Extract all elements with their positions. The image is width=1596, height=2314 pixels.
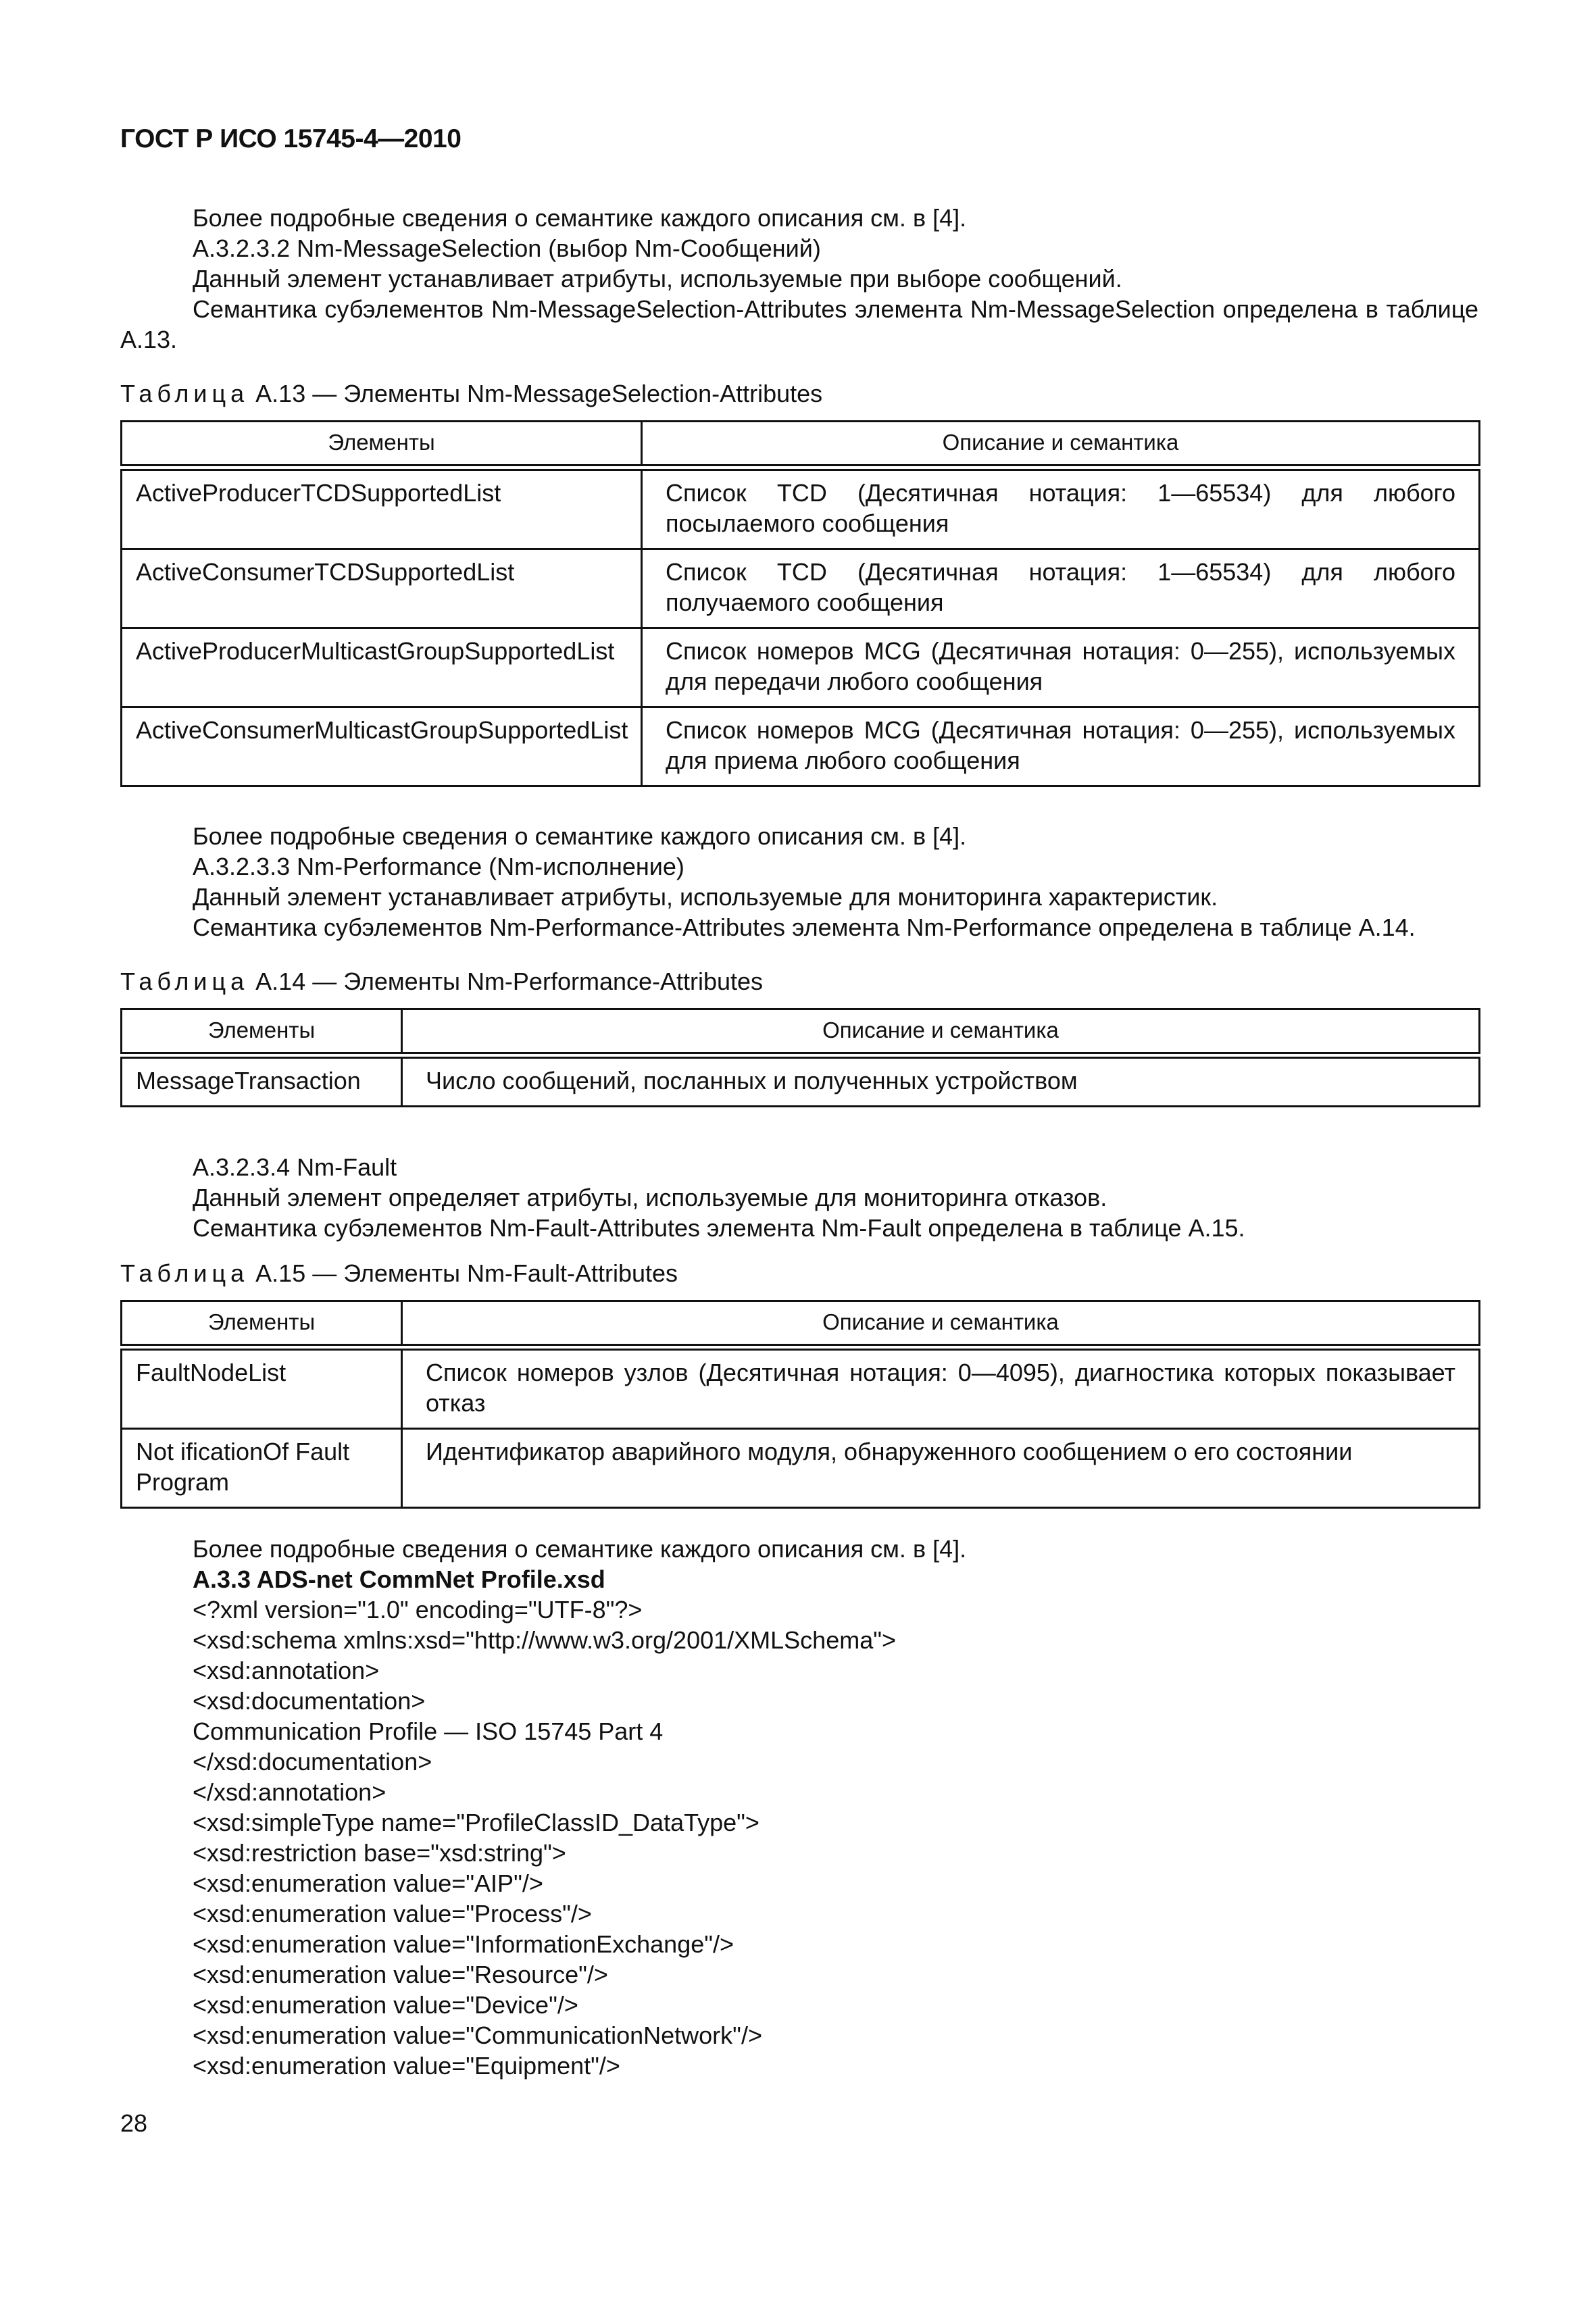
table-row (122, 1347, 1480, 1429)
table-a13 (120, 420, 1480, 787)
code-line: <xsd:documentation> (193, 1687, 426, 1715)
table-caption: Таблица А.15 — Элементы Nm-Fault-Attributes (120, 1259, 678, 1287)
paragraph: Более подробные сведения о семантике каждого описания см. в [4]. (193, 1535, 967, 1563)
subsection-heading: A.3.2.3.3 Nm-Performance (Nm-исполнение) (193, 853, 684, 880)
subsection-heading: A.3.2.3.4 Nm-Fault (193, 1153, 397, 1181)
document-header: ГОСТ Р ИСО 15745-4—2010 (120, 124, 462, 153)
element-cell: ActiveConsumerTCDSupportedList (122, 549, 642, 628)
column-header: Описание и семантика (402, 1009, 1480, 1056)
table-row (122, 468, 1480, 549)
table-row (122, 1055, 1480, 1107)
table-row (122, 549, 1480, 628)
code-line: <xsd:enumeration value="Process"/> (193, 1900, 592, 1928)
table-header-row (122, 422, 1480, 468)
paragraph: Более подробные сведения о семантике каждого описания см. в [4]. (193, 822, 967, 850)
subsection-heading: A.3.2.3.2 Nm-MessageSelection (выбор Nm-Сообщений) (193, 234, 821, 262)
column-header: Элементы (122, 1009, 402, 1056)
paragraph: Семантика субэлементов Nm-Performance-Attributes элемента Nm-Performance определена в таблице А.14. (193, 913, 1416, 941)
element-cell: FaultNodeList (122, 1347, 402, 1429)
column-header: Элементы (122, 422, 642, 468)
description-cell: Список номеров MCG (Десятичная нотация: 0—255), используемых для передачи любого сообщения (642, 628, 1480, 707)
column-header: Описание и семантика (402, 1301, 1480, 1348)
section-commnet-profile (120, 1534, 1478, 2081)
table-header-row (122, 1009, 1480, 1056)
element-cell: ActiveProducerTCDSupportedList (122, 468, 642, 549)
table-a14-block (120, 966, 1478, 1107)
code-line: <xsd:enumeration value="Resource"/> (193, 1961, 608, 1988)
element-cell: MessageTransaction (122, 1055, 402, 1107)
table-row (122, 628, 1480, 707)
code-line: <xsd:restriction base="xsd:string"> (193, 1839, 566, 1867)
table-a15 (120, 1300, 1480, 1509)
element-cell: ActiveConsumerMulticastGroupSupportedList (122, 707, 642, 786)
paragraph: Данный элемент определяет атрибуты, используемые для мониторинга отказов. (193, 1184, 1107, 1211)
page-number: 28 (120, 2109, 148, 2137)
section-fault (120, 1152, 1478, 1243)
xml-code-listing (120, 1594, 1478, 2081)
table-header-row (122, 1301, 1480, 1348)
section-performance (120, 821, 1478, 942)
code-line: <xsd:enumeration value="CommunicationNetwork"/> (193, 2021, 762, 2049)
code-line: Communication Profile — ISO 15745 Part 4 (193, 1717, 664, 1745)
code-line: <xsd:enumeration value="AIP"/> (193, 1869, 543, 1897)
section-heading: A.3.3 ADS-net CommNet Profile.xsd (193, 1565, 605, 1593)
column-header: Описание и семантика (642, 422, 1480, 468)
code-line: <xsd:simpleType name="ProfileClassID_DataType"> (193, 1809, 759, 1836)
table-a14 (120, 1008, 1480, 1107)
table-caption: Таблица А.13 — Элементы Nm-MessageSelection-Attributes (120, 380, 823, 407)
code-line: <xsd:schema xmlns:xsd="http://www.w3.org/2001/XMLSchema"> (193, 1626, 897, 1654)
paragraph: Данный элемент устанавливает атрибуты, используемые для мониторинга характеристик. (193, 883, 1218, 911)
table-a13-block (120, 378, 1478, 787)
description-cell: Список TCD (Десятичная нотация: 1—65534) для любого посылаемого сообщения (642, 468, 1480, 549)
code-line: </xsd:documentation> (193, 1748, 432, 1776)
column-header: Элементы (122, 1301, 402, 1348)
description-cell: Идентификатор аварийного модуля, обнаруженного сообщением о его состоянии (402, 1429, 1480, 1508)
code-line: <xsd:enumeration value="Device"/> (193, 1991, 578, 2019)
description-cell: Список номеров узлов (Десятичная нотация: 0—4095), диагностика которых показывает отказ (402, 1347, 1480, 1429)
paragraph: Более подробные сведения о семантике каждого описания см. в [4]. (193, 204, 967, 232)
code-line: <xsd:enumeration value="InformationExchange"/> (193, 1930, 734, 1958)
code-line: </xsd:annotation> (193, 1778, 386, 1806)
element-cell: ActiveProducerMulticastGroupSupportedList (122, 628, 642, 707)
table-row (122, 707, 1480, 786)
table-caption: Таблица А.14 — Элементы Nm-Performance-Attributes (120, 967, 764, 995)
description-cell: Список TCD (Десятичная нотация: 1—65534) для любого получаемого сообщения (642, 549, 1480, 628)
table-row (122, 1429, 1480, 1508)
paragraph: Данный элемент устанавливает атрибуты, используемые при выборе сообщений. (193, 265, 1122, 293)
code-line: <?xml version="1.0" encoding="UTF-8"?> (193, 1596, 643, 1624)
element-cell: Not ificationOf Fault Program (122, 1429, 402, 1508)
code-line: <xsd:annotation> (193, 1657, 380, 1684)
code-line: <xsd:enumeration value="Equipment"/> (193, 2052, 620, 2080)
paragraph: Семантика субэлементов Nm-Fault-Attributes элемента Nm-Fault определена в таблице А.15. (193, 1214, 1245, 1242)
description-cell: Список номеров MCG (Десятичная нотация: 0—255), используемых для приема любого сообщения (642, 707, 1480, 786)
table-a15-block (120, 1258, 1478, 1509)
section-message-selection (120, 203, 1478, 355)
description-cell: Число сообщений, посланных и полученных устройством (402, 1055, 1480, 1107)
paragraph: Семантика субэлементов Nm-MessageSelection-Attributes элемента Nm-MessageSelection определена в таблице А.13. (120, 295, 1478, 353)
